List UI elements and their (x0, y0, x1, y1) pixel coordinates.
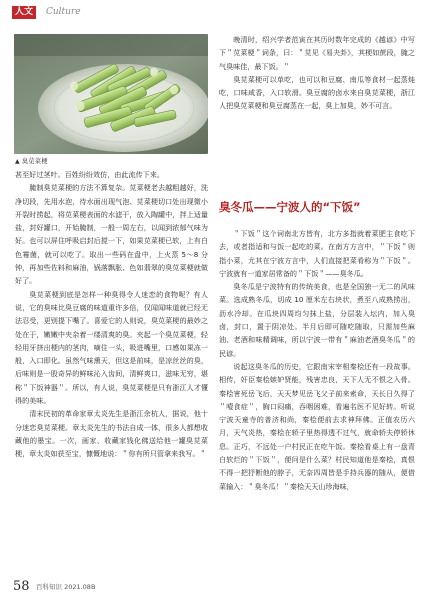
photo-caption-text: 臭苋菜梗 (21, 157, 48, 165)
right-column-bottom-text (219, 227, 415, 493)
paragraph: ＂下饭＂这个词南北方皆有，北方多指就着菜肥主食吃下去，或者指适和与饭一起吃的菜。在南方方言中，＂下饭＂则指小菜，尤其在宁波方言中，人们直接把菜肴称为＂下饭＂。宁波就有一道家居常备的＂下饭＂——臭冬瓜。 (219, 229, 415, 278)
section-heading: 臭冬瓜——宁波人的“下饭” (219, 200, 361, 214)
paragraph: 臭苋菜梗可以单吃，也可以和豆腐、南瓜等食材一起蒸炖吃，口味咸香，入口软滑。臭豆腐的卤水来自臭苋菜梗，浙江人把臭苋菜梗和臭豆腐蒸在一起，臭上加臭，妙不可言。 (219, 74, 415, 111)
triangle-marker-icon: ▲ (15, 158, 20, 165)
paragraph: 臭苋菜梗到底是怎样一种臭得令人迷恋的食物呢？有人说，它的臭味比臭豆腐的味道重许多倍，仅闻闻味道就已经无法忍受，更别提下嘴了。喜爱它的人则说，臭苋菜梗的最妙之处在于，嫩嫩中夹杂着一缕清爽的臭。夹起一个臭苋菜梗，轻轻用牙挤出梗内的茎肉，嘀住一头，吸进嘴里，口感如果冻一般，入口即化。虽然气味熏天，但这是前味，是凉丝丝的臭，后味则是一股奇异的鲜味沁入齿间，清鲜爽口，滋味无穷，堪称＂下饭神器＂。所以，有人说，臭苋菜梗是只有浙江人才懂得的美味。 (15, 289, 208, 406)
paragraph: 腌制臭苋菜梗的方法不算复杂。苋菜梗老去越粗越好，洗净切段，先用水泡，待水面出现气泡、苋菜梗切口处出现微小开裂时捞起，将苋菜梗表面的水滤干，放入陶罐中，拌上适量盐，封好罐口，开始腌制，一般一周左右，以闻到浓郁气味为好。也可以屏住呼吸启封后搅一下，如果苋菜梗已软，上有白色霉菌，就可以吃了。取出一些码在盘中，上火蒸 5～8 分钟，再加些佐料和麻油，锅落飘胀、色如翡翠的臭苋菜梗就做好了。 (15, 183, 208, 286)
paragraph: 清末民初的革命家章太炎先生是浙江余杭人，据说，他十分迷恋臭苋菜梗。章太炎先生的书法自成一体，很多人都想收藏他的墨宝。一次，画家、收藏家钱化佛送给他一罐臭苋菜梗，章太炎如获至宝，慷慨地说：＂你有所只管拿来我写。＂ (15, 409, 208, 459)
section-english-label: Culture (46, 7, 81, 17)
left-column-text (15, 168, 208, 461)
paragraph: 晚清时，绍兴学者范寅在其历时数年完成的《越谚》中写下＂苋菜梗＂词条，曰：＂苋见《易夬卦》，其梗如蔗段，腌之气臭味佳，最下饭。＂ (219, 35, 415, 71)
paragraph: 甚至好过茎叶。百姓纷纷效仿，由此流传下来。 (15, 170, 164, 179)
stinky-amaranth-stalk-photo (14, 34, 208, 154)
page-number: 58 (13, 579, 30, 594)
paragraph: 臭冬瓜是宁波特有的传统美食，也是全国独一无二的风味菜。选成熟冬瓜，切成 10 厘米左右块状，煮至八成熟捞出，沥水冷却。在瓜块四周均匀抹上盐，分层装入坛内，加入臭卤，封口，置于阴凉处。半月后即可随吃随取，只需加些麻油、老酒和味精调味，所以宁波一带有＂麻油老酒臭冬瓜＂的民谚。 (219, 282, 415, 358)
photo-caption (15, 157, 48, 166)
right-column-top-text (219, 33, 415, 113)
section-tag: 人文 (12, 6, 36, 19)
magazine-issue: 百科知识 2021.08B (36, 583, 96, 591)
paragraph: 说起这臭冬瓜的历史，它跟南宋宰相秦桧还有一段故事。相传，奸臣秦桧嫉妒贤能，残害忠良，天下人无不恨之入骨。秦桧害死岳飞后，天天梦见岳飞父子前来索命，天长日久得了＂噎食症＂，胸口闷痛，吞咽困难，看遍名医不见好转。听说宁波天童寺的普济和尚，秦桧便前去求神拜佛。正值农历六月，天气炎热，秦桧在轿子里热得透不过气，就命轿夫停轿休息。正巧，不远处一户村民正在吃午饭。秦桧看桌上有一盘青白软烂的＂下饭＂，便问是什么菜？村民知道他是秦桧，真恨不得一把抒断他的脖子，无奈四周皆是手持兵器的随从，便借菜输入：＂臭冬瓜！＂秦桧天天山珍海味， (219, 361, 415, 491)
